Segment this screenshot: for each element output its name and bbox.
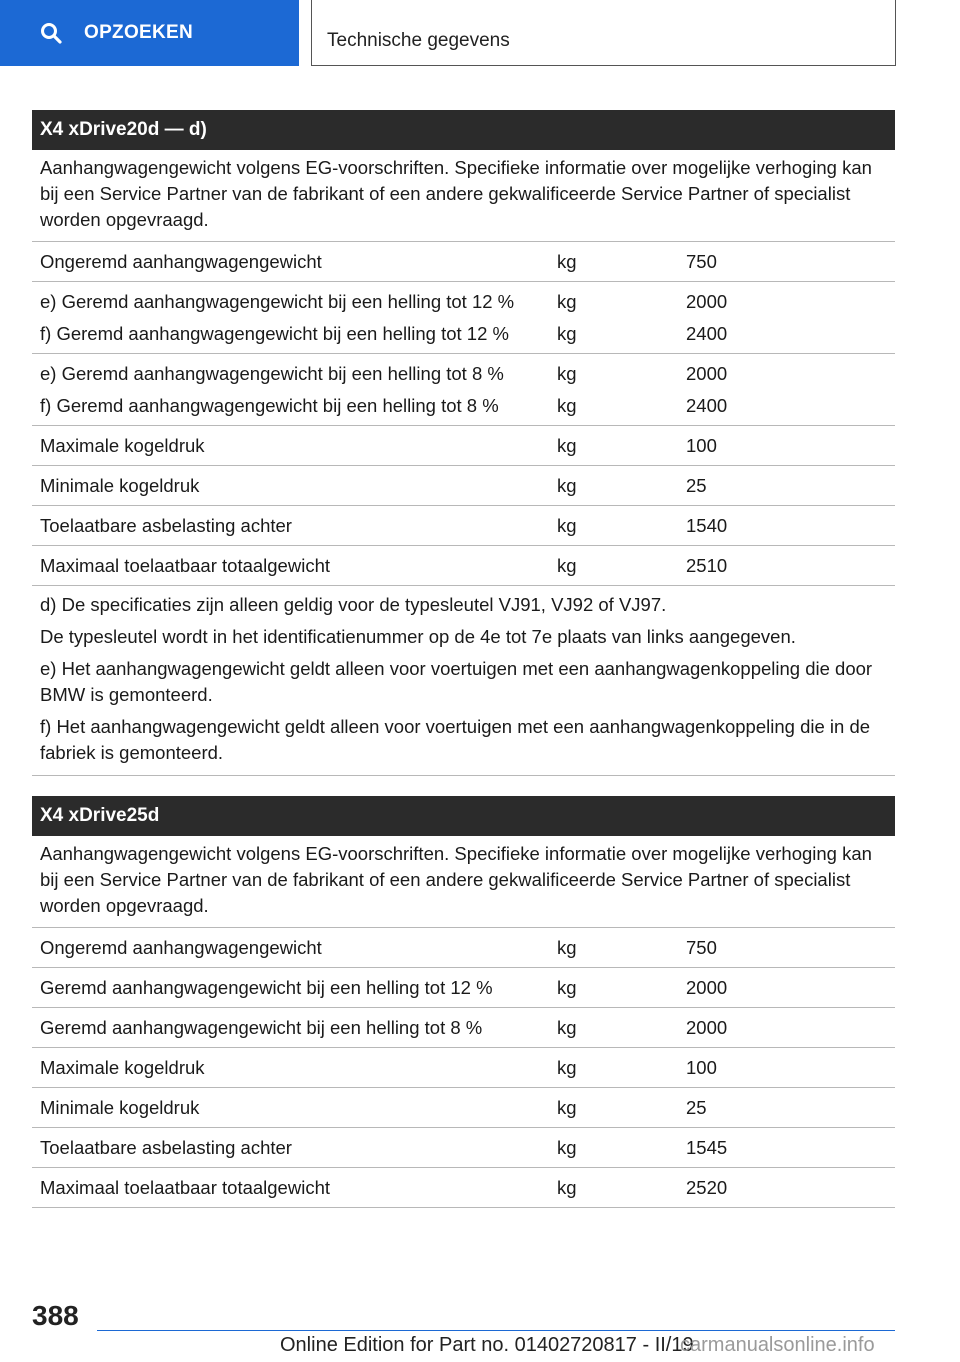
cell-label (32, 1052, 557, 1084)
page-number: 388 (32, 1300, 79, 1331)
label-text: Minimale kogeldruk (40, 1096, 200, 1118)
unit-text: kg (557, 936, 577, 958)
top-bar (0, 0, 960, 66)
section-intro: Aanhangwagengewicht volgens EG-voorschriften. Specifieke informatie over mogelijke verhoging kan bij een Service Partner van de fabrikant of een andere gekwalificeerde Service Partner of specialist worden opgevraagd. (32, 150, 895, 242)
section-heading: X4 xDrive20d — d) (32, 110, 895, 150)
table-row (32, 466, 895, 506)
footer-divider (97, 1330, 895, 1331)
table-row (32, 546, 895, 586)
watermark: carmanualsonline.info (680, 1334, 875, 1356)
cell-label (32, 430, 557, 462)
table-row (32, 928, 895, 968)
footnotes (32, 586, 895, 776)
cell-unit (557, 246, 686, 278)
value-text: 25 (686, 1096, 707, 1118)
unit-text: kg (557, 291, 577, 312)
cell-label (32, 1092, 557, 1124)
cell-value (686, 550, 895, 582)
search-button[interactable] (0, 0, 299, 66)
cell-value (686, 510, 895, 542)
value-text: 2520 (686, 1176, 728, 1198)
table-row (32, 1128, 895, 1168)
cell-unit (557, 1132, 686, 1164)
unit-text: kg (557, 1176, 577, 1198)
cell-label (32, 470, 557, 502)
label-text: f) Geremd aanhangwagengewicht bij een helling tot 12 % (40, 323, 509, 344)
cell-label (32, 286, 557, 350)
cell-value (686, 430, 895, 462)
unit-text: kg (557, 1136, 577, 1158)
label-text: Geremd aanhangwagengewicht bij een helling tot 8 % (40, 1016, 483, 1038)
table-row (32, 354, 895, 426)
unit-text: kg (557, 474, 577, 496)
label-text: Toelaatbare asbelasting achter (40, 514, 292, 536)
table-row (32, 1048, 895, 1088)
value-text: 2400 (686, 395, 728, 416)
footnote: De typesleutel wordt in het identificatienummer op de 4e tot 7e plaats van links aangegeven. (40, 626, 796, 647)
table-row (32, 242, 895, 282)
section-heading: X4 xDrive25d (32, 796, 895, 836)
table-row (32, 968, 895, 1008)
value-text: 750 (686, 936, 717, 958)
spec-section-xdrive20d (32, 110, 895, 776)
label-text: f) Geremd aanhangwagengewicht bij een helling tot 8 % (40, 395, 499, 416)
cell-unit (557, 510, 686, 542)
cell-unit (557, 1172, 686, 1204)
cell-label (32, 358, 557, 422)
value-text: 2400 (686, 323, 728, 344)
cell-value (686, 1052, 895, 1084)
section-intro: Aanhangwagengewicht volgens EG-voorschriften. Specifieke informatie over mogelijke verhoging kan bij een Service Partner van de fabrikant of een andere gekwalificeerde Service Partner of specialist worden opgevraagd. (32, 836, 895, 928)
value-text: 1540 (686, 514, 728, 536)
value-text: 2510 (686, 554, 728, 576)
table-row (32, 1008, 895, 1048)
unit-text: kg (557, 250, 577, 272)
footnote: f) Het aanhangwagengewicht geldt alleen voor voertuigen met een aanhangwagenkoppeling die in de fabriek is gemonteerd. (40, 716, 871, 763)
label-text: Minimale kogeldruk (40, 474, 200, 496)
cell-value (686, 1012, 895, 1044)
cell-value (686, 470, 895, 502)
value-text: 1545 (686, 1136, 728, 1158)
cell-value (686, 246, 895, 278)
cell-unit (557, 1092, 686, 1124)
cell-label (32, 550, 557, 582)
cell-value (686, 358, 895, 422)
cell-unit (557, 1012, 686, 1044)
value-text: 2000 (686, 976, 728, 998)
cell-value (686, 1172, 895, 1204)
cell-unit (557, 972, 686, 1004)
label-text: e) Geremd aanhangwagengewicht bij een helling tot 12 % (40, 291, 515, 312)
footnote: d) De specificaties zijn alleen geldig voor de typesleutel VJ91, VJ92 of VJ97. (40, 594, 667, 615)
cell-label (32, 1012, 557, 1044)
cell-label (32, 1172, 557, 1204)
label-text: Toelaatbare asbelasting achter (40, 1136, 292, 1158)
edition-text: Online Edition for Part no. 01402720817 - II/19 (280, 1334, 694, 1356)
cell-value (686, 1132, 895, 1164)
cell-label (32, 1132, 557, 1164)
unit-text: kg (557, 554, 577, 576)
cell-unit (557, 430, 686, 462)
unit-text: kg (557, 1016, 577, 1038)
cell-unit (557, 932, 686, 964)
cell-label (32, 246, 557, 278)
cell-unit (557, 1052, 686, 1084)
cell-value (686, 1092, 895, 1124)
cell-unit (557, 550, 686, 582)
unit-text: kg (557, 514, 577, 536)
table-row (32, 1088, 895, 1128)
unit-text: kg (557, 395, 577, 416)
cell-label (32, 972, 557, 1004)
cell-value (686, 972, 895, 1004)
value-text: 100 (686, 1056, 717, 1078)
table-row (32, 426, 895, 466)
unit-text: kg (557, 976, 577, 998)
label-text: Maximaal toelaatbaar totaalgewicht (40, 1176, 330, 1198)
unit-text: kg (557, 323, 577, 344)
value-text: 750 (686, 250, 717, 272)
cell-unit (557, 286, 686, 350)
unit-text: kg (557, 434, 577, 456)
label-text: Maximale kogeldruk (40, 1056, 205, 1078)
table-row (32, 282, 895, 354)
table-row (32, 1168, 895, 1208)
label-text: e) Geremd aanhangwagengewicht bij een helling tot 8 % (40, 363, 504, 384)
value-text: 2000 (686, 1016, 728, 1038)
footnote: e) Het aanhangwagengewicht geldt alleen voor voertuigen met een aanhangwagenkoppeling die door BMW is gemonteerd. (40, 658, 873, 705)
cell-value (686, 286, 895, 350)
label-text: Maximaal toelaatbaar totaalgewicht (40, 554, 330, 576)
spec-table (32, 242, 895, 586)
cell-unit (557, 470, 686, 502)
value-text: 100 (686, 434, 717, 456)
cell-value (686, 932, 895, 964)
spec-table (32, 928, 895, 1208)
value-text: 25 (686, 474, 707, 496)
spec-section-xdrive25d (32, 796, 895, 1208)
search-icon (40, 22, 62, 44)
label-text: Ongeremd aanhangwagengewicht (40, 936, 322, 958)
table-row (32, 506, 895, 546)
unit-text: kg (557, 1056, 577, 1078)
label-text: Maximale kogeldruk (40, 434, 205, 456)
cell-unit (557, 358, 686, 422)
value-text: 2000 (686, 291, 728, 312)
cell-label (32, 932, 557, 964)
label-text: Geremd aanhangwagengewicht bij een helling tot 12 % (40, 976, 493, 998)
unit-text: kg (557, 1096, 577, 1118)
label-text: Ongeremd aanhangwagengewicht (40, 250, 322, 272)
search-button-label: OPZOEKEN (84, 22, 194, 43)
section-breadcrumb[interactable]: Technische gegevens (311, 0, 896, 66)
unit-text: kg (557, 363, 577, 384)
value-text: 2000 (686, 363, 728, 384)
cell-label (32, 510, 557, 542)
